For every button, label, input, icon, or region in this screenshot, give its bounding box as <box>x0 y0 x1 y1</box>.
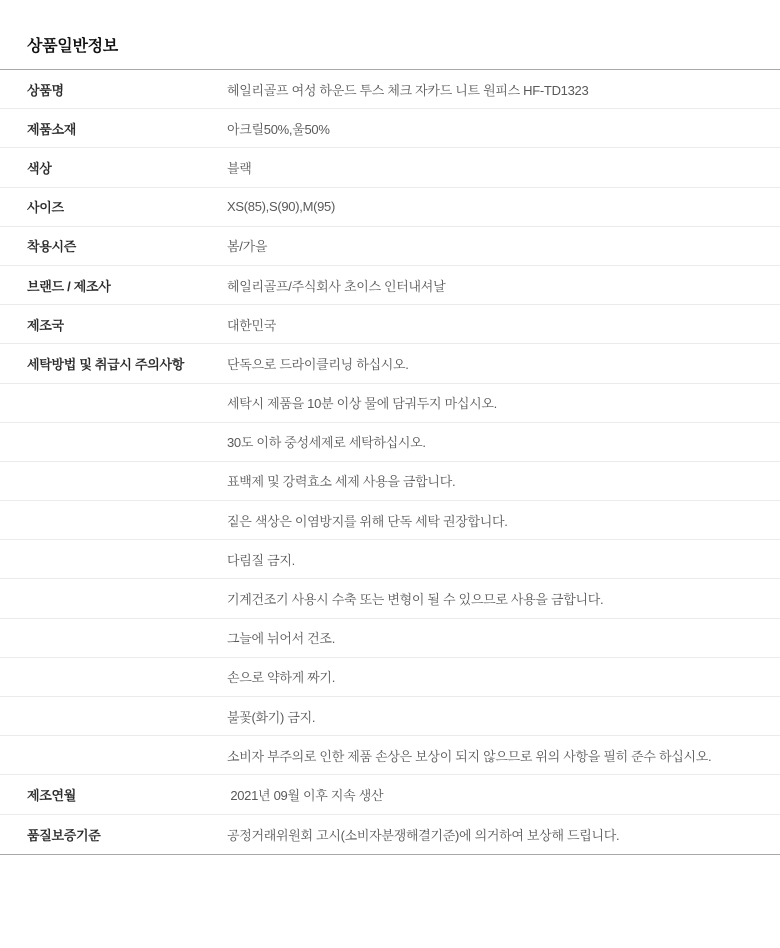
row-label: 착용시즌 <box>27 239 77 255</box>
table-row <box>0 619 780 658</box>
row-value: 손으로 약하게 짜기. <box>227 670 335 686</box>
row-value: 봄/가을 <box>227 239 268 255</box>
table-row <box>0 736 780 775</box>
row-value: 세탁시 제품을 10분 이상 물에 담궈두지 마십시오. <box>227 396 497 412</box>
row-value: 아크릴50%,울50% <box>227 121 330 137</box>
table-row <box>0 344 780 383</box>
table-row <box>0 423 780 462</box>
row-value: 기계건조기 사용시 수축 또는 변형이 될 수 있으므로 사용을 금합니다. <box>227 592 604 608</box>
row-value: 대한민국 <box>227 317 277 333</box>
row-value: 표백제 및 강력효소 세제 사용을 금합니다. <box>227 474 456 490</box>
table-row <box>0 579 780 618</box>
row-label: 브랜드 / 제조사 <box>27 278 111 294</box>
row-value: 짙은 색상은 이염방지를 위해 단독 세탁 권장합니다. <box>227 513 508 529</box>
row-label: 상품명 <box>27 82 64 98</box>
row-value: 소비자 부주의로 인한 제품 손상은 보상이 되지 않으므로 위의 사항을 필히 준수 하십시오. <box>227 748 712 764</box>
table-row <box>0 148 780 187</box>
table-row <box>0 540 780 579</box>
row-value: 단독으로 드라이클리닝 하십시오. <box>227 356 409 372</box>
table-row <box>0 384 780 423</box>
row-value: 헤일리골프 여성 하운드 투스 체크 자카드 니트 원피스 HF-TD1323 <box>227 82 589 98</box>
row-value: 공정거래위원회 고시(소비자분쟁해결기준)에 의거하여 보상해 드립니다. <box>227 827 620 843</box>
section-title: 상품일반정보 <box>27 38 118 55</box>
table-row <box>0 70 780 109</box>
row-label: 제조연월 <box>27 787 77 803</box>
row-label: 세탁방법 및 취급시 주의사항 <box>27 356 185 372</box>
table-row <box>0 697 780 736</box>
table-row <box>0 815 780 854</box>
row-value: 헤일리골프/주식회사 초이스 인터내셔날 <box>227 278 446 294</box>
table-row <box>0 501 780 540</box>
row-label: 색상 <box>27 160 52 176</box>
table-row <box>0 188 780 227</box>
table-row <box>0 266 780 305</box>
product-info-table <box>0 69 780 855</box>
row-value: XS(85),S(90),M(95) <box>227 199 336 215</box>
table-row <box>0 227 780 266</box>
row-value: 다림질 금지. <box>227 552 295 568</box>
row-label: 제품소재 <box>27 121 77 137</box>
row-label: 제조국 <box>27 317 64 333</box>
table-row <box>0 658 780 697</box>
row-value: 2021년 09월 이후 지속 생산 <box>227 787 384 803</box>
row-value: 그늘에 뉘어서 건조. <box>227 631 335 647</box>
row-value: 블랙 <box>227 160 252 176</box>
table-row <box>0 305 780 344</box>
table-row <box>0 109 780 148</box>
row-label: 사이즈 <box>27 200 64 216</box>
table-row <box>0 462 780 501</box>
table-row <box>0 775 780 814</box>
row-value: 불꽃(화기) 금지. <box>227 709 316 725</box>
row-value: 30도 이하 중성세제로 세탁하십시오. <box>227 435 426 451</box>
row-label: 품질보증기준 <box>27 827 101 843</box>
